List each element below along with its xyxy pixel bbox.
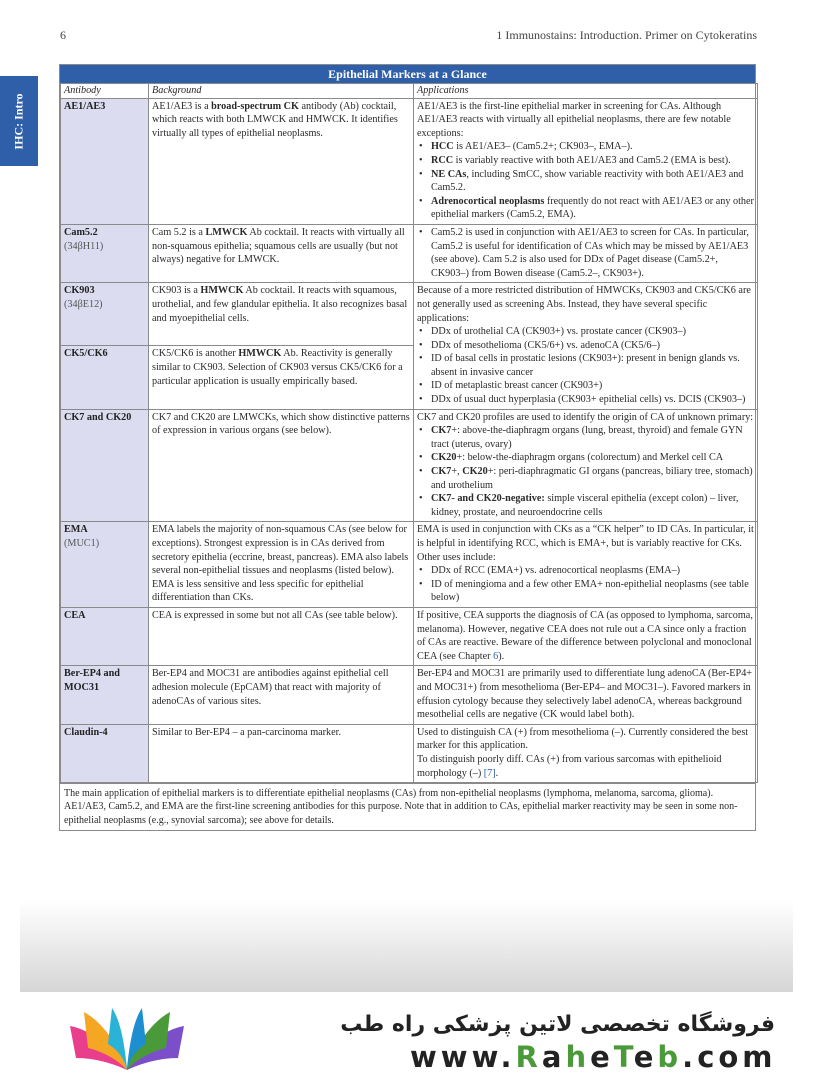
list-item: • CK20+: below-the-diaphragm organs (colorectum) and Merkel cell CA [417,451,754,465]
table-footnote: The main application of epithelial markers is to differentiate epithelial neoplasms (CAs) from non-epithelial neoplasms (lymphoma, melanoma, sarcoma, glioma). AE1/AE3, Cam5.2, and EMA are the first-line screening antibodies for this purpose. Note that in addition to CAs, epithelial marker reactivity may be seen in some non-epithelial neoplasms (e.g., synovial sarcoma); see above for details. [60,783,755,830]
open-book-logo-icon [62,1008,192,1074]
antibody-clone: (34βH11) [64,240,104,252]
background-cell: CK5/CK6 is another HMWCK Ab. Reactivity is generally similar to CK903. Selection of CK903 versus CK5/CK6 for a particular application is usually empirically based. [149,346,414,409]
table-row [61,224,758,282]
brand-url[interactable]: www.RaheTeb.com [410,1040,777,1074]
applications-text: Because of a more restricted distribution of HMWCKs, CK903 and CK5/CK6 are not generally used as screening Abs. Instead, they have several specific applications: [417,285,751,324]
antibody-name: Cam5.2 [64,226,98,238]
antibody-name: Ber-EP4 and MOC31 [64,668,120,693]
list-item: • Adrenocortical neoplasms frequently do not react with AE1/AE3 or any other epithelial markers (Cam5.2, EMA). [417,195,754,222]
background-emphasis: broad-spectrum CK [211,100,299,112]
table-row [61,522,758,608]
list-item: • ID of metaplastic breast cancer (CK903+) [417,379,754,393]
list-item: • DDx of RCC (EMA+) vs. adrenocortical neoplasms (EMA–) [417,564,754,578]
antibody-cell [61,346,149,409]
background-cell: CK903 is a HMWCK Ab cocktail. It reacts with squamous, urothelial, and few glandular epithelia. It also recognizes basal and myoepithelial cells. [149,283,414,346]
list-item: • ID of meningioma and a few other EMA+ non-epithelial neoplasms (see table below) [417,578,754,605]
antibody-name: CEA [64,609,86,621]
antibody-cell [61,283,149,346]
list-item: • CK7+, CK20+: peri-diaphragmatic GI organs (pancreas, biliary tree, stomach) and urothelium [417,465,754,492]
list-item: • NE CAs, including SmCC, show variable reactivity with both AE1/AE3 and Cam5.2. [417,168,754,195]
applications-cell [414,224,758,282]
applications-text: EMA is used in conjunction with CKs as a “CK helper” to ID CAs. In particular, it is helpful in identifying RCC, which is EMA+, but is variably reactive for CKs. Other uses include: [417,524,754,563]
table-row [61,283,758,346]
applications-list [417,424,754,519]
chapter-side-tab-label: IHC: Intro [11,92,26,150]
background-cell: CK7 and CK20 are LMWCKs, which show distinctive patterns of expression in various organs (see below). [149,409,414,522]
page-bottom-shadow [20,900,793,992]
antibody-name: CK5/CK6 [64,348,108,360]
applications-text: Used to distinguish CA (+) from mesothelioma (–). Currently considered the best marker for this application. [417,726,749,752]
applications-cell: Ber-EP4 and MOC31 are primarily used to differentiate lung adenoCA (Ber-EP4+ and MOC31+) from mesothelioma (Ber-EP4– and MOC31–). Favored markers in effusion cytology because they selectively label adenoCA, whereas background mesothelial cells are negative (CK would label both). [414,666,758,724]
applications-text: AE1/AE3 is the first-line epithelial marker in screening for CAs. Although AE1/AE3 reacts with virtually all epithelial neoplasms, there are few notable exceptions: [417,100,731,139]
list-item: • DDx of urothelial CA (CK903+) vs. prostate cancer (CK903–) [417,325,754,339]
antibody-cell [61,666,149,724]
list-item: • CK7+: above-the-diaphragm organs (lung, breast, thyroid) and female GYN tract (uterus, ovary) [417,424,754,451]
background-text: AE1/AE3 is a [152,100,212,112]
list-item: • CK7- and CK20-negative: simple visceral epithelia (except colon) – liver, kidney, prostate, and neuroendocrine cells [417,492,754,519]
page-number: 6 [60,28,66,42]
antibody-cell [61,224,149,282]
table-row [61,724,758,782]
chapter-side-tab [0,76,38,166]
table-header-row [61,84,758,99]
chapter-link[interactable]: 6 [493,650,499,662]
applications-cell [414,98,758,224]
antibody-name: Claudin-4 [64,726,108,738]
applications-list [417,325,754,407]
antibody-name: AE1/AE3 [64,100,106,112]
antibody-cell [61,522,149,608]
applications-cell [414,409,758,522]
applications-list [417,226,754,280]
table-title: Epithelial Markers at a Glance [60,65,755,83]
applications-cell: If positive, CEA supports the diagnosis of CA (as opposed to lymphoma, sarcoma, melanoma). However, negative CEA does not rule out a CA since only a fraction of CAs are reactive. Beware of the difference between polyclonal and monoclonal CEA (see Chapter 6). [414,607,758,665]
epithelial-markers-table [59,64,756,831]
antibody-clone: (34βE12) [64,298,103,310]
table-row [61,409,758,522]
antibody-cell [61,409,149,522]
applications-list [417,564,754,605]
list-item: • HCC is AE1/AE3– (Cam5.2+; CK903–, EMA–). [417,140,754,154]
applications-text: To distinguish poorly diff. CAs (+) from various sarcomas with epithelioid morphology (–) [7]. [417,753,722,779]
applications-list [417,140,754,222]
applications-text: CK7 and CK20 profiles are used to identify the origin of CA of unknown primary: [417,411,754,423]
table-row [61,607,758,665]
antibody-cell [61,724,149,782]
antibody-name: CK7 and CK20 [64,411,132,423]
list-item: • DDx of mesothelioma (CK5/6+) vs. adenoCA (CK5/6–) [417,339,754,353]
background-cell: Ber-EP4 and MOC31 are antibodies against epithelial cell adhesion molecule (EpCAM) that react with majority of adenoCAs of various sites. [149,666,414,724]
antibody-clone: (MUC1) [64,538,100,549]
background-cell: EMA labels the majority of non-squamous CAs (see below for exceptions). Strongest expression is in CAs derived from secretory epithelia (eccrine, breast, pancreas). EMA also labels several non-epithelial tissues and neoplasms (listed below). EMA is less sensitive and less specific for epithelial differentiation than CKs. [149,522,414,608]
background-cell: Similar to Ber-EP4 – a pan-carcinoma marker. [149,724,414,782]
background-text: antibody (Ab) cocktail, which reacts with both LMWCK and HMWCK. It identifies virtually all types of epithelial neoplasms. [152,100,398,139]
running-header: 1 Immunostains: Introduction. Primer on Cytokeratins [496,28,757,42]
applications-cell [414,522,758,608]
antibody-name: CK903 [64,285,95,297]
column-header: Antibody [61,84,149,99]
antibody-name: EMA [64,524,88,536]
applications-cell [414,724,758,782]
brand-name: فروشگاه تخصصی لاتین پزشکی راه طب [340,1012,775,1037]
column-header: Background [149,84,414,99]
antibody-cell [61,607,149,665]
table-row [61,666,758,724]
reference-link[interactable]: [7] [483,767,496,779]
table-row [61,98,758,224]
applications-cell [414,283,758,409]
column-header: Applications [414,84,758,99]
list-item: • RCC is variably reactive with both AE1/AE3 and Cam5.2 (EMA is best). [417,154,754,168]
list-item: • Cam5.2 is used in conjunction with AE1/AE3 to screen for CAs. In particular, Cam5.2 is useful for identification of CAs which may be missed by AE1/AE3 (see above). Cam 5.2 is also used for DDx of Paget disease (Cam5.2+, CK903–) from Bowen disease (Cam5.2–, CK903+). [417,226,754,280]
background-cell: Cam 5.2 is a LMWCK Ab cocktail. It reacts with virtually all non-squamous epithelia; squamous cells are usually (but not always) negative for LMWCK. [149,224,414,282]
antibody-cell [61,98,149,224]
list-item: • DDx of usual duct hyperplasia (CK903+ epithelial cells) vs. DCIS (CK903–) [417,393,754,407]
list-item: • ID of basal cells in prostatic lesions (CK903+): present in benign glands vs. absent in invasive cancer [417,352,754,379]
background-cell [149,98,414,224]
background-cell: CEA is expressed in some but not all CAs (see table below). [149,607,414,665]
